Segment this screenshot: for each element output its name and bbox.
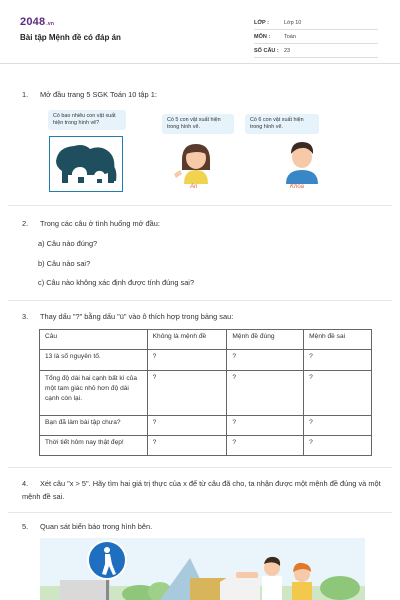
question-text: Trong các câu ở tình huống mở đầu: xyxy=(40,219,160,228)
question-text: Quan sát biển báo trong hình bên. xyxy=(40,522,153,531)
question-number: 5. xyxy=(22,522,29,531)
table-cell: ? xyxy=(147,350,227,371)
sub-question-b: b) Câu nào sai? xyxy=(38,259,91,268)
question-1 xyxy=(22,90,157,99)
table-cell: Tổng độ dài hai cạnh bất kì của một tam giác nhỏ hơn độ dài cạnh còn lại. xyxy=(40,371,148,416)
section-divider xyxy=(8,205,392,206)
question-number: 1. xyxy=(22,90,29,99)
table-cell: ? xyxy=(147,416,227,436)
character-name-khoa: Khoa xyxy=(290,184,305,190)
meta-value: 23 xyxy=(284,47,291,54)
question-5 xyxy=(22,522,152,531)
table-header: Câu xyxy=(40,330,148,350)
table-row xyxy=(40,371,372,416)
section-divider xyxy=(8,467,392,468)
boy-khoa-icon xyxy=(280,138,324,184)
question-number: 3. xyxy=(22,312,29,321)
section-divider xyxy=(8,512,392,513)
pedestrian-sign-scene-icon xyxy=(40,538,365,600)
table-cell: ? xyxy=(227,436,304,456)
table-header-row xyxy=(40,330,372,350)
meta-row-class xyxy=(254,16,378,30)
meta-key: SỐ CÂU : xyxy=(254,47,279,54)
character-name-an: An xyxy=(190,184,198,190)
table-cell: ? xyxy=(304,416,372,436)
table-cell: ? xyxy=(304,436,372,456)
girl-an-icon xyxy=(172,140,220,184)
question-text: Thay dấu "?" bằng dấu "ü" vào ô thích hợp trong bảng sau: xyxy=(40,312,234,321)
question-text: Mở đầu trang 5 SGK Toán 10 tập 1: xyxy=(40,90,157,99)
document-meta xyxy=(254,16,378,58)
question-text: Xét câu "x > 5". Hãy tìm hai giá trị thực của x để từ câu đã cho, ta nhận được một mệnh đề đúng và một mệnh đề sai. xyxy=(22,479,381,501)
meta-row-subject xyxy=(254,30,378,44)
traffic-sign-illustration xyxy=(40,538,365,600)
section-divider xyxy=(8,300,392,301)
table-cell: ? xyxy=(147,436,227,456)
elephant-icon xyxy=(50,137,122,191)
meta-key: MÔN : xyxy=(254,33,271,40)
speech-bubble-an: Có 5 con vật xuất hiện trong hình vẽ. xyxy=(162,114,234,134)
question-number: 2. xyxy=(22,219,29,228)
elephant-illustration xyxy=(49,136,123,192)
document-title: Bài tập Mệnh đề có đáp án xyxy=(20,33,121,42)
table-cell: ? xyxy=(227,416,304,436)
meta-row-count xyxy=(254,44,378,58)
table-header: Mệnh đề đúng xyxy=(227,330,304,350)
table-cell: ? xyxy=(147,371,227,416)
speech-bubble-khoa: Có 6 con vật xuất hiện trong hình vẽ. xyxy=(245,114,319,134)
sub-question-c: c) Câu nào không xác định được tính đúng sai? xyxy=(38,278,195,287)
statement-table xyxy=(39,329,372,456)
table-cell: ? xyxy=(227,371,304,416)
table-row xyxy=(40,350,372,371)
speech-bubble-question: Có bao nhiêu con vật xuất hiện trong hình vẽ? xyxy=(48,110,126,130)
table-cell: ? xyxy=(304,350,372,371)
question-4 xyxy=(22,477,382,503)
table-cell: ? xyxy=(304,371,372,416)
question-number: 4. xyxy=(22,479,29,488)
meta-value: Lớp 10 xyxy=(284,19,302,26)
table-cell: Thời tiết hôm nay thật đẹp! xyxy=(40,436,148,456)
question-2 xyxy=(22,219,160,228)
table-header: Không là mệnh đề xyxy=(147,330,227,350)
question-3 xyxy=(22,312,233,321)
table-cell: ? xyxy=(227,350,304,371)
meta-value: Toán xyxy=(284,33,296,40)
meta-key: LỚP : xyxy=(254,19,269,26)
table-cell: Bạn đã làm bài tập chưa? xyxy=(40,416,148,436)
table-row xyxy=(40,436,372,456)
table-header: Mệnh đề sai xyxy=(304,330,372,350)
document-header xyxy=(0,0,400,64)
site-logo[interactable]: 2048.vn xyxy=(20,16,55,28)
table-cell: 13 là số nguyên tố. xyxy=(40,350,148,371)
sub-question-a: a) Câu nào đúng? xyxy=(38,239,98,248)
table-row xyxy=(40,416,372,436)
